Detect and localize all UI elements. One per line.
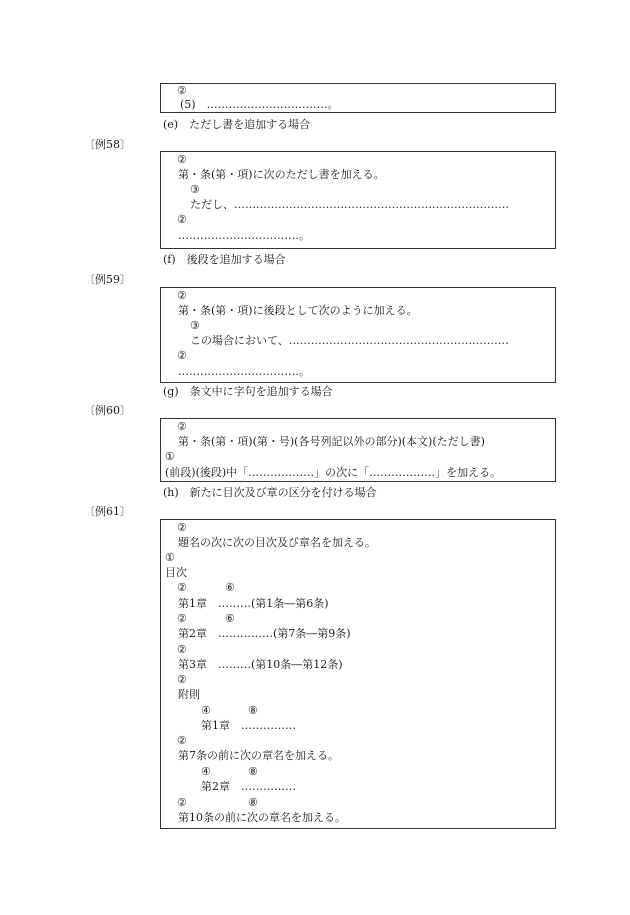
caption-g: (g) 条文中に字句を追加する場合 <box>163 385 333 398</box>
mark: ① <box>165 551 175 564</box>
mark: ③ <box>190 183 200 196</box>
caption-e: (e) ただし書を追加する場合 <box>163 118 311 131</box>
box-line: ただし、………………………………………………………………… <box>190 198 509 211</box>
mark: ② <box>177 153 187 166</box>
box-line: ……………………………。 <box>178 229 310 242</box>
box-line: ……………………………。 <box>178 365 310 378</box>
mark: ② <box>177 420 187 433</box>
mark: ② <box>177 673 187 686</box>
mark: ② <box>177 643 187 656</box>
box-line: 第2章 ……………(第7条―第9条) <box>178 627 351 640</box>
mark: ⑥ <box>225 581 235 594</box>
mark: ② <box>177 349 187 362</box>
box-line: 第・条(第・項)に後段として次のように加える。 <box>178 304 418 317</box>
mark: ② <box>177 612 187 625</box>
mark: ② <box>177 213 187 226</box>
example-label-61: 〔例61〕 <box>84 505 131 518</box>
mark: ③ <box>190 319 200 332</box>
box-line: この場合において、…………………………………………………… <box>190 334 509 347</box>
box-line: 第3章 ………(第10条―第12条) <box>178 658 343 671</box>
mark: ⑧ <box>248 704 258 717</box>
example-label-59: 〔例59〕 <box>84 273 131 286</box>
mark: ② <box>177 521 187 534</box>
box-line: 第7条の前に次の章名を加える。 <box>178 749 339 762</box>
mark: ④ <box>201 704 211 717</box>
box-line: (5) ……………………………。 <box>180 98 339 111</box>
box-line: 第・条(第・項)(第・号)(各号列記以外の部分)(本文)(ただし書) <box>178 435 485 448</box>
mark: ② <box>177 734 187 747</box>
box-line: (前段)(後段)中「………………」の次に「………………」を加える。 <box>165 466 502 479</box>
example-label-60: 〔例60〕 <box>84 404 131 417</box>
box-line: 題名の次に次の目次及び章名を加える。 <box>178 536 376 549</box>
mark: ⑥ <box>225 612 235 625</box>
box-line: 第1章 ………(第1条―第6条) <box>178 597 329 610</box>
box-line: 第・条(第・項)に次のただし書を加える。 <box>178 168 385 181</box>
mark: ② <box>177 289 187 302</box>
mark: ② <box>177 84 187 97</box>
example-label-58: 〔例58〕 <box>84 138 131 151</box>
mark: ② <box>177 796 187 809</box>
box-line: 第1章 …………… <box>201 719 296 732</box>
mark: ⑧ <box>248 796 258 809</box>
box-line: 附則 <box>178 688 200 701</box>
box-line: 目次 <box>165 566 187 579</box>
mark: ② <box>177 581 187 594</box>
mark: ⑧ <box>248 765 258 778</box>
caption-f: (f) 後段を追加する場合 <box>163 253 286 266</box>
box-line: 第10条の前に次の章名を加える。 <box>178 811 346 824</box>
mark: ① <box>165 450 175 463</box>
box-line: 第2章 …………… <box>201 780 296 793</box>
mark: ④ <box>201 765 211 778</box>
caption-h: (h) 新たに目次及び章の区分を付ける場合 <box>163 486 377 499</box>
